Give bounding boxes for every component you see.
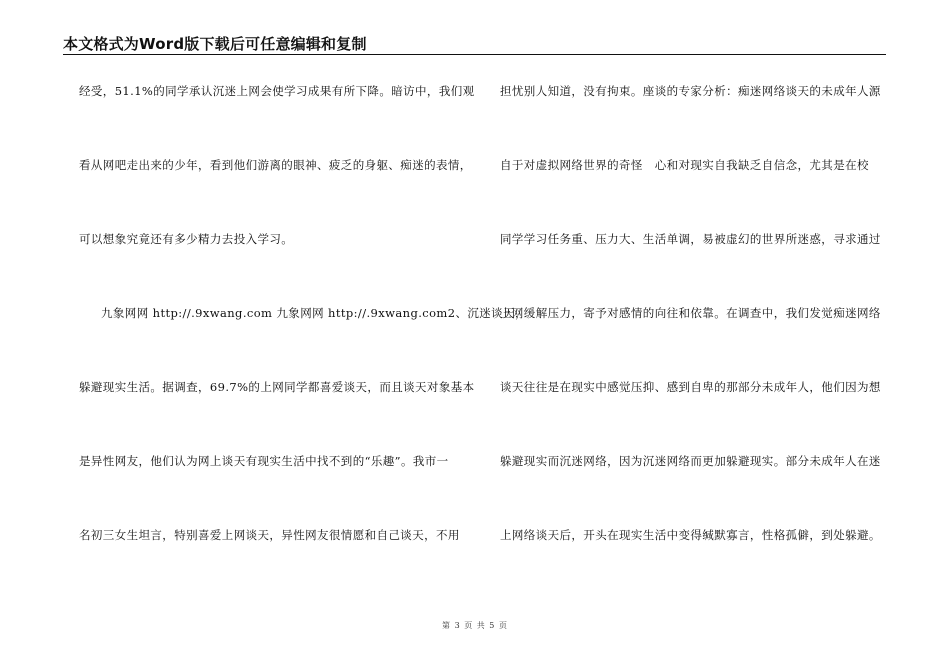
text-line: 谈天往往是在现实中感觉压抑、感到自卑的那部分未成年人，他们因为想 (500, 380, 881, 394)
header-divider (63, 54, 886, 55)
document-header-title: 本文格式为Word版下载后可任意编辑和复制 (63, 35, 367, 53)
text-line: 躲避现实而沉迷网络，因为沉迷网络而更加躲避现实。部分未成年人在迷 (500, 454, 881, 468)
text-line: 自于对虚拟网络世界的奇怪 心和对现实自我缺乏自信念，尤其是在校 (500, 158, 869, 172)
text-line: 可以想象究竟还有多少精力去投入学习。 (79, 232, 294, 246)
page-number-footer: 第 3 页 共 5 页 (442, 621, 508, 630)
text-line: 担忧别人知道，没有拘束。座谈的专家分析：痴迷网络谈天的未成年人源 (500, 84, 881, 98)
text-line: 上网络谈天后，开头在现实生活中变得缄默寡言，性格孤僻，到处躲避。 (500, 528, 881, 542)
text-line: 同学学习任务重、压力大、生活单调，易被虚幻的世界所迷惑，寻求通过 (500, 232, 881, 246)
text-line: 九象网网 http://.9xwang.com 九象网网 http://.9xwang.com2、沉迷谈天， (101, 306, 527, 320)
text-line: 看从网吧走出来的少年，看到他们游离的眼神、疲乏的身躯、痴迷的表情， (79, 158, 472, 172)
text-line: 躲避现实生活。据调查，69.7%的上网同学都喜爱谈天，而且谈天对象基本 (79, 380, 475, 394)
text-line: 是异性网友，他们认为网上谈天有现实生活中找不到的“乐趣”。我市一 (79, 454, 449, 468)
text-line: 上网缓解压力，寄予对感情的向往和依靠。在调查中，我们发觉痴迷网络 (500, 306, 881, 320)
text-line: 名初三女生坦言，特别喜爱上网谈天，异性网友很情愿和自己谈天，不用 (79, 528, 460, 542)
text-line: 经受，51.1%的同学承认沉迷上网会使学习成果有所下降。暗访中，我们观 (79, 84, 475, 98)
